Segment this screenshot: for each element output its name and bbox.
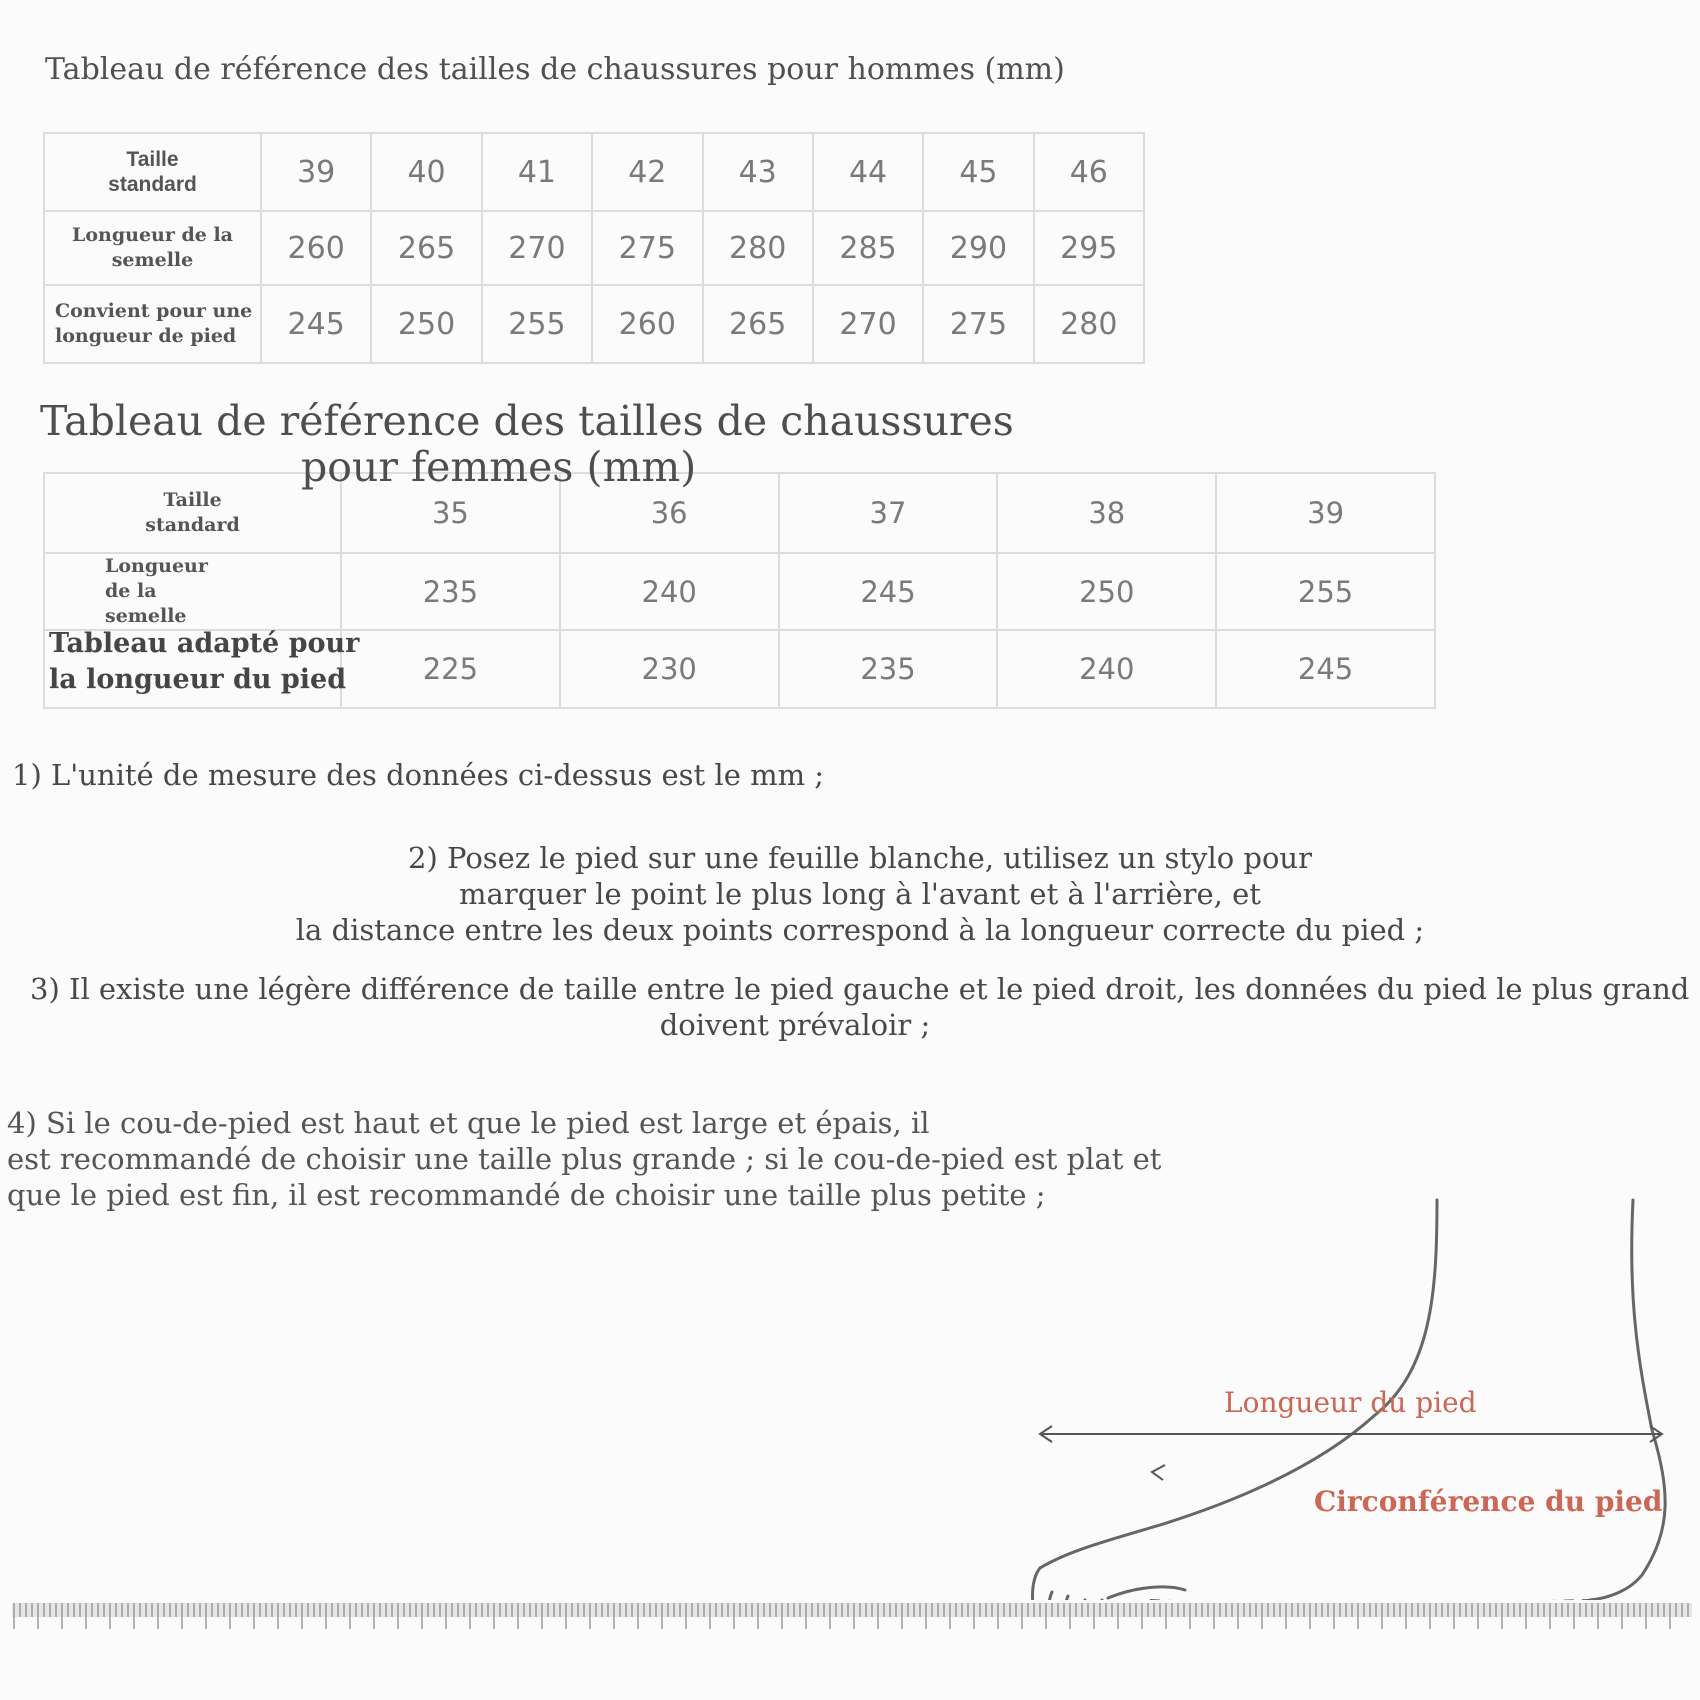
men-table-title: Tableau de référence des tailles de chaussures pour hommes (mm) [45, 52, 1065, 87]
table-cell: 260 [592, 285, 702, 363]
row-label-text: Longueur de la semelle [105, 555, 208, 627]
table-row [44, 211, 1144, 285]
table-cell: 280 [1034, 285, 1144, 363]
table-cell: 265 [371, 211, 481, 285]
men-size-table [43, 132, 1145, 364]
table-cell: 39 [261, 133, 371, 211]
table-cell: 270 [482, 211, 592, 285]
note-4-line1: 4) Si le cou-de-pied est haut et que le pied est large et épais, il [7, 1106, 930, 1140]
table-cell: 41 [482, 133, 592, 211]
note-2-line2: marquer le point le plus long à l'avant et à l'arrière, et [459, 877, 1261, 911]
note-2-line3: la distance entre les deux points correspond à la longueur correcte du pied ; [295, 913, 1425, 947]
table-cell: 45 [923, 133, 1033, 211]
table-cell: 235 [341, 553, 560, 630]
table-cell: 250 [371, 285, 481, 363]
table-cell: 43 [703, 133, 813, 211]
women-table-title [40, 397, 1014, 491]
table-cell: 260 [261, 211, 371, 285]
table-cell: 245 [1216, 630, 1435, 708]
row-label [44, 285, 261, 363]
note-3 [30, 971, 1690, 1043]
table-cell: 240 [997, 630, 1216, 708]
table-cell: 250 [997, 553, 1216, 630]
note-2 [260, 840, 1460, 948]
table-cell: 275 [923, 285, 1033, 363]
row-label [44, 553, 341, 630]
table-row [44, 553, 1435, 630]
note-1: 1) L'unité de mesure des données ci-dessus est le mm ; [12, 758, 825, 792]
table-cell: 245 [779, 553, 998, 630]
table-cell: 255 [482, 285, 592, 363]
table-cell: 35 [341, 473, 560, 553]
table-cell: 230 [560, 630, 779, 708]
note-3-line1: 3) Il existe une légère différence de taille entre le pied gauche et le pied droit, les données du pied le plus grand [30, 972, 1690, 1006]
row-label-text: Taille standard [145, 489, 240, 536]
ruler [12, 1595, 1692, 1635]
table-cell: 280 [703, 211, 813, 285]
table-cell: 38 [997, 473, 1216, 553]
ruler-band [12, 1603, 1692, 1617]
note-2-line1: 2) Posez le pied sur une feuille blanche, utilisez un stylo pour [408, 841, 1312, 875]
row-label [44, 133, 261, 211]
row-label [44, 211, 261, 285]
table-cell: 270 [813, 285, 923, 363]
table-cell: 46 [1034, 133, 1144, 211]
table-cell: 295 [1034, 211, 1144, 285]
women-title-line1: Tableau de référence des tailles de chaussures [40, 397, 1014, 445]
row-label-text: Taille standard [108, 148, 197, 196]
note-3-line2: doivent prévaloir ; [659, 1008, 931, 1042]
foot-outline-heel [1590, 1200, 1665, 1600]
table-cell: 39 [1216, 473, 1435, 553]
table-cell: 255 [1216, 553, 1435, 630]
table-cell: 44 [813, 133, 923, 211]
table-cell: 290 [923, 211, 1033, 285]
table-cell: 37 [779, 473, 998, 553]
women-foot-length-label: Tableau adapté pour la longueur du pied [49, 628, 360, 695]
row-label-text: Convient pour une longueur de pied [55, 300, 253, 347]
table-cell: 36 [560, 473, 779, 553]
table-cell: 240 [560, 553, 779, 630]
women-title-line2: pour femmes (mm) [301, 443, 697, 491]
table-cell: 42 [592, 133, 702, 211]
table-cell: 265 [703, 285, 813, 363]
table-cell: 40 [371, 133, 481, 211]
table-row [44, 285, 1144, 363]
arrow-small-head [1152, 1465, 1165, 1480]
table-cell: 245 [261, 285, 371, 363]
note-4-line3: que le pied est fin, il est recommandé de choisir une taille plus petite ; [7, 1178, 1046, 1212]
table-cell: 285 [813, 211, 923, 285]
note-4-line2: est recommandé de choisir une taille plus grande ; si le cou-de-pied est plat et [7, 1142, 1162, 1176]
row-label-text: Longueur de la semelle [72, 224, 233, 271]
foot-length-label: Longueur du pied [1224, 1386, 1477, 1419]
foot-circumference-label: Circonférence du pied [1314, 1485, 1663, 1518]
table-cell: 225 [341, 630, 560, 708]
table-cell: 235 [779, 630, 998, 708]
table-cell: 275 [592, 211, 702, 285]
table-row [44, 133, 1144, 211]
